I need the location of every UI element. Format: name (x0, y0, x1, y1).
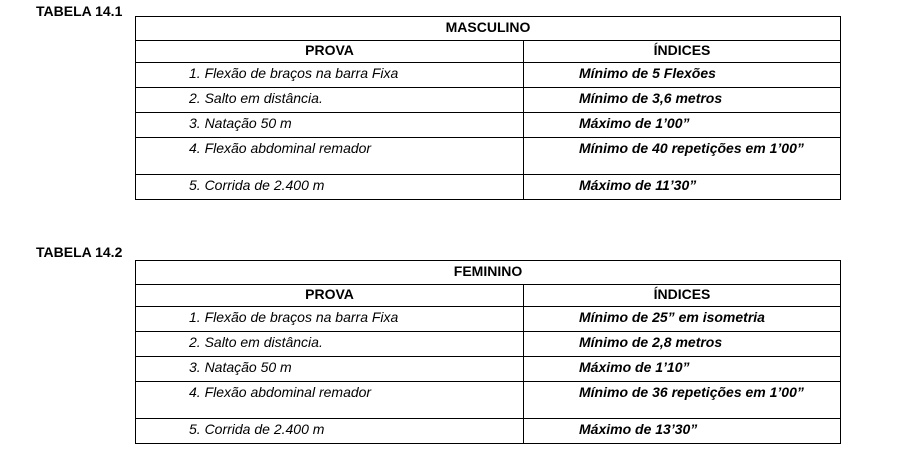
table-row (136, 175, 841, 200)
indice-cell: Mínimo de 3,6 metros (524, 88, 841, 113)
table-caption: TABELA 14.1 (36, 3, 123, 19)
indice-cell: Mínimo de 25” em isometria (524, 307, 841, 332)
indice-cell: Máximo de 11’30” (524, 175, 841, 200)
indice-cell: Máximo de 1’00” (524, 113, 841, 138)
table-row (136, 63, 841, 88)
table-feminino (135, 260, 841, 444)
prova-cell: 1. Flexão de braços na barra Fixa (136, 307, 524, 332)
indice-cell: Mínimo de 40 repetições em 1’00” (524, 138, 841, 175)
table-caption: TABELA 14.2 (36, 244, 123, 260)
table-row (136, 357, 841, 382)
indice-cell: Máximo de 13’30” (524, 419, 841, 444)
table-row (136, 419, 841, 444)
prova-cell: 2. Salto em distância. (136, 332, 524, 357)
table-row (136, 138, 841, 175)
indice-cell: Mínimo de 5 Flexões (524, 63, 841, 88)
table-row (136, 88, 841, 113)
column-header-prova: PROVA (136, 41, 524, 63)
column-header-indices: ÍNDICES (524, 285, 841, 307)
indice-cell: Mínimo de 36 repetições em 1’00” (524, 382, 841, 419)
group-header: MASCULINO (136, 17, 841, 41)
prova-cell: 5. Corrida de 2.400 m (136, 419, 524, 444)
prova-cell: 2. Salto em distância. (136, 88, 524, 113)
prova-cell: 5. Corrida de 2.400 m (136, 175, 524, 200)
indice-cell: Mínimo de 2,8 metros (524, 332, 841, 357)
table-row (136, 307, 841, 332)
prova-cell: 3. Natação 50 m (136, 113, 524, 138)
group-header: FEMININO (136, 261, 841, 285)
column-header-indices: ÍNDICES (524, 41, 841, 63)
table-masculino (135, 16, 841, 200)
prova-cell: 3. Natação 50 m (136, 357, 524, 382)
table-row (136, 332, 841, 357)
column-header-prova: PROVA (136, 285, 524, 307)
prova-cell: 1. Flexão de braços na barra Fixa (136, 63, 524, 88)
indice-cell: Máximo de 1’10” (524, 357, 841, 382)
prova-cell: 4. Flexão abdominal remador (136, 382, 524, 419)
table-row (136, 113, 841, 138)
prova-cell: 4. Flexão abdominal remador (136, 138, 524, 175)
table-row (136, 382, 841, 419)
